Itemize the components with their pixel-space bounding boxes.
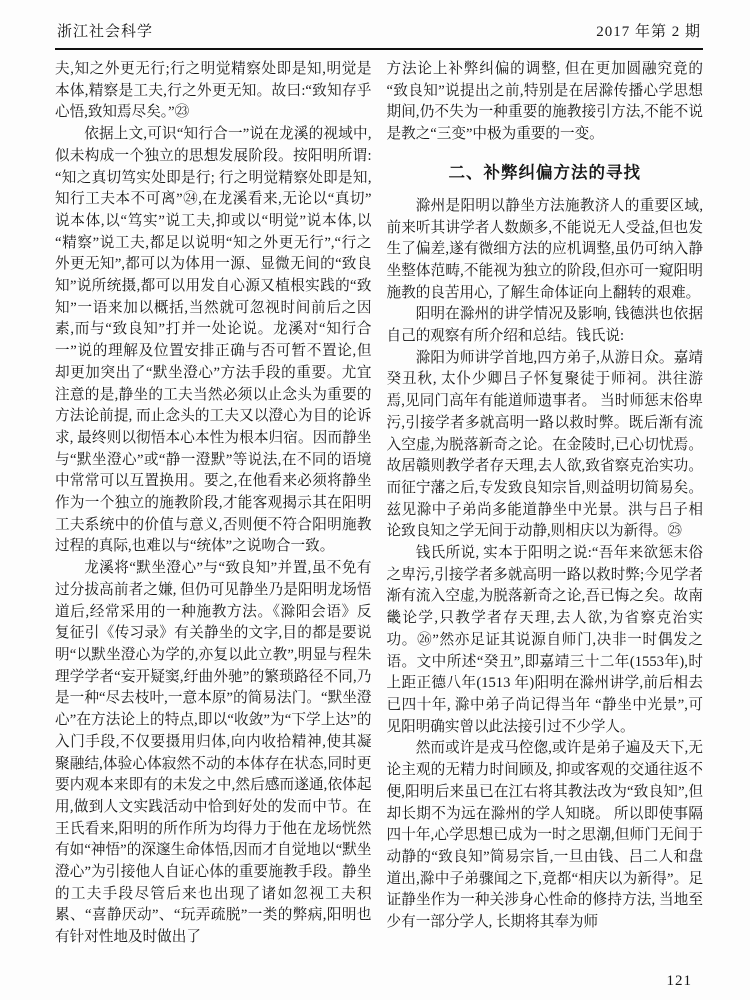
two-column-body (55, 59, 703, 977)
right-paragraph: 然而或许是戎马倥偬,或许是弟子遍及天下,无论主观的无精力时间顾及, 抑或客观的交通往返不便,阳明后来虽已在江右将其教法改为“致良知”,但却长期不为远在滁州的学人知晓。 所以即使事隔四十年,心学思想已成为一时之思潮,但师门无间于动静的“致良知”简易宗旨,一旦由钱、吕二人和盘道出,滁中子弟骤闻之下,竟都“相庆以为新得”。足证静坐作为一种关涉身心性命的修持方法, 当地至少有一部分学人, 长期将其奉为师 (386, 740, 703, 931)
right-paragraph: 钱氏所说, 实本于阳明之说:“吾年来欲惩末俗之卑污,引接学者多就高明一路以救时弊;今见学者渐有流入空虚,为脱落新奇之论,吾已悔之矣。故南畿论学,只教学者存天理,去人欲,为省察克治实功。㉖”然亦足证其说源自师门,决非一时偶发之语。文中所述“癸丑”,即嘉靖三十二年(1553年),时上距正德八年(1513 年)阳明在滁州讲学,前后相去已四十年, 滁中弟子尚记得当年 “静坐中光景”,可见阳明确实曾以此法接引过不少学人。 (386, 545, 703, 735)
right-paragraph: 阳明在滁州的讲学情况及影响, 钱德洪也依据自己的观察有所介绍和总结。钱氏说: (386, 306, 703, 345)
left-paragraph: 龙溪将“默坐澄心”与“致良知”并置,虽不免有过分拔高前者之嫌, 但仍可见静坐乃是阳明龙场悟道后,经常采用的一种施教方法。《滁阳会语》反复征引《传习录》有关静坐的文字,目的都是要说明“以默坐澄心为学的,亦复以此立教”,明显与程朱理学学者“妄开疑窦,纡曲外驰”的繁琐路径不同,乃是一种“尽去枝叶,一意本原”的简易法门。“默坐澄心”在方法论上的特点,即以“收敛”为“下学上达”的入门手段,不仅要摄用归体,向内收拾精神,使其凝聚融结,体验心体寂然不动的本体存在状态,同时更要内观本来即有的未发之中,然后感而遂通,依体起用,做到人文实践活动中恰到好处的发而中节。在王氏看来,阳明的所作所为均得力于他在龙场恍然有如“神悟”的深邃生命体悟,因而才自觉地以“默坐澄心”为引接他人自证心体的重要施教手段。静坐的工夫手段尽管后来也出现了诸如忽视工夫积累、“喜静厌动”、“玩弄疏脱”一类的弊病,阳明也有针对性地及时做出了 (55, 560, 372, 946)
right-paragraph-continuation: 方法论上补弊纠偏的调整, 但在更加圆融究竟的“致良知”说提出之前,特别是在居滁传播心学思想期间,仍不失为一种重要的施教接引方法,不能不说是教之“三变”中极为重要的一变。 (386, 61, 703, 143)
issue-label: 2017 年第 2 期 (596, 24, 701, 40)
page-header (55, 16, 703, 50)
right-paragraph: 滁州是阳明以静坐方法施教济人的重要区域,前来听其讲学者人数颇多,不能说无人受益,但也发生了偏差,遂有微细方法的应机调整,虽仍可纳入静坐整体范畴,不能视为独立的阶段,但亦可一窥阳明施教的良苦用心, 了解生命体证向上翻转的艰难。 (386, 197, 703, 301)
journal-title: 浙江社会科学 (57, 24, 154, 40)
page-number: 121 (666, 973, 692, 989)
left-column (55, 59, 372, 977)
left-quote-continuation: 夫,知之外更无行;行之明觉精察处即是知,明觉是本体,精察是工夫,行之外更无知。故曰:“致知存乎心悟,致知焉尽矣。”㉓ (55, 61, 372, 121)
right-column (387, 59, 704, 977)
section-heading: 二、补弊纠偏方法的寻找 (448, 162, 641, 182)
left-paragraph: 依据上文,可识“知行合一”说在龙溪的视域中,似未构成一个独立的思想发展阶段。按阳明所谓:“知之真切笃实处即是行; 行之明觉精察处即是知,知行工夫本不可离”㉔,在龙溪看来,无论以“真切”说本体,以“笃实”说工夫,抑或以“明觉”说本体,以“精察”说工夫,都足以说明“知之外更无行”,“行之外更无知”,都可以为体用一源、显微无间的“致良知”说所统摄,都可以用发自心源又植根实践的“致知”一语来加以概括,当然就可忽视时间前后之因素,而与“致良知”打并一处论说。龙溪对“知行合一”说的理解及位置安排正确与否可暂不置论,但却更加突出了“默坐澄心”方法手段的重要。尤宜注意的是,静坐的工夫当然必须以止念头为重要的方法论前提, 而止念头的工夫又以澄心为目的论诉求, 最终则以彻悟本心本性为根本归宿。因而静坐与“默坐澄心”或“静一澄默”等说法,在不同的语境中常常可以互置换用。要之,在他看来必须将静坐作为一个独立的施教阶段,才能客观揭示其在阳明工夫系统中的价值与意义,否则便不符合阳明施教过程的真际,也难以与“统体”之说吻合一致。 (55, 126, 372, 555)
block-quote: 滁阳为师讲学首地,四方弟子,从游日众。嘉靖癸丑秋, 太仆少卿吕子怀复聚徒于师祠。洪往游焉,见同门高年有能道师遗事者。 当时师惩末俗卑污,引接学者多就高明一路以救时弊。既后渐有流入空虚,为脱落新奇之论。在金陵时,已心切忧焉。故居赣则教学者存天理,去人欲,致省察克治实功。而征宁藩之后,专发致良知宗旨,则益明切简易矣。 兹见滁中子弟尚多能道静坐中光景。洪与吕子相论致良知之学无间于动静,则相庆以为新得。㉕ (386, 349, 703, 540)
